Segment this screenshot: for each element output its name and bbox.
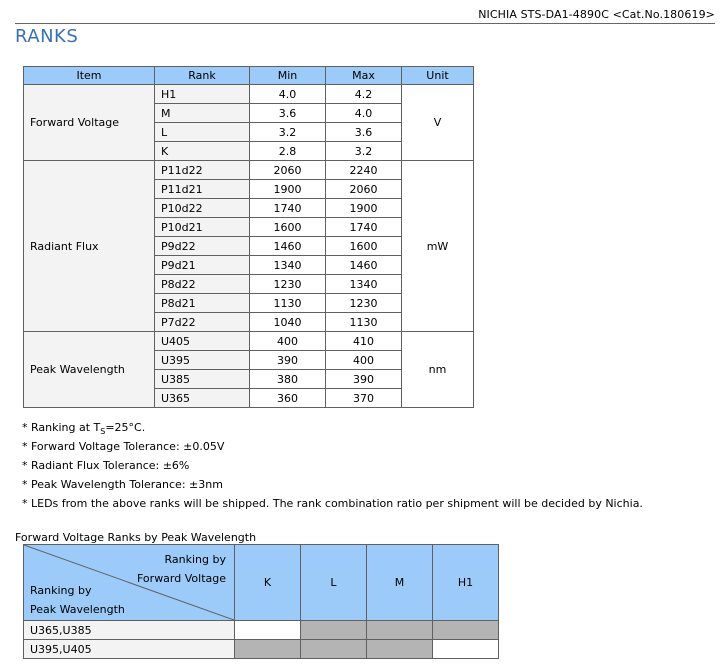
min-cell: 1460 [250, 237, 326, 256]
min-cell: 1740 [250, 199, 326, 218]
max-cell: 1130 [326, 313, 402, 332]
max-cell: 1340 [326, 275, 402, 294]
combo-header-row [24, 545, 499, 621]
ranks-table [23, 66, 474, 408]
item-cell: Forward Voltage [24, 85, 155, 161]
min-cell: 3.6 [250, 104, 326, 123]
combo-cell-unavailable [433, 621, 499, 640]
max-cell: 1230 [326, 294, 402, 313]
header-item: Item [24, 67, 155, 85]
max-cell: 1600 [326, 237, 402, 256]
rank-cell: P9d21 [155, 256, 250, 275]
unit-cell: V [402, 85, 474, 161]
max-cell: 1900 [326, 199, 402, 218]
rank-cell: H1 [155, 85, 250, 104]
min-cell: 1130 [250, 294, 326, 313]
max-cell: 3.2 [326, 142, 402, 161]
item-cell: Peak Wavelength [24, 332, 155, 408]
min-cell: 1600 [250, 218, 326, 237]
min-cell: 1900 [250, 180, 326, 199]
combo-cell-available [235, 621, 301, 640]
corner-label-forward-voltage [137, 550, 226, 588]
notes-list [22, 418, 643, 513]
combo-body [24, 621, 499, 659]
note-item: * Radiant Flux Tolerance: ±6% [22, 459, 190, 472]
unit-cell: mW [402, 161, 474, 332]
rank-cell: M [155, 104, 250, 123]
max-cell: 370 [326, 389, 402, 408]
note-item: * Forward Voltage Tolerance: ±0.05V [22, 440, 225, 453]
corner-bottom-line-2: Peak Wavelength [30, 603, 125, 616]
combo-table-caption: Forward Voltage Ranks by Peak Wavelength [15, 531, 257, 544]
ranks-body [24, 85, 474, 408]
item-cell: Radiant Flux [24, 161, 155, 332]
rank-cell: K [155, 142, 250, 161]
unit-cell: nm [402, 332, 474, 408]
note-ranking-suffix: =25°C. [105, 421, 146, 434]
note-item: * Peak Wavelength Tolerance: ±3nm [22, 478, 223, 491]
max-cell: 400 [326, 351, 402, 370]
combo-table [23, 544, 499, 659]
combo-col-l: L [301, 545, 367, 621]
table-row [24, 640, 499, 659]
header-unit: Unit [402, 67, 474, 85]
min-cell: 4.0 [250, 85, 326, 104]
combo-cell-unavailable [235, 640, 301, 659]
rank-cell: P7d22 [155, 313, 250, 332]
min-cell: 1040 [250, 313, 326, 332]
min-cell: 2.8 [250, 142, 326, 161]
rank-cell: P8d21 [155, 294, 250, 313]
header-divider [15, 23, 715, 24]
page-title: RANKS [15, 26, 79, 47]
min-cell: 380 [250, 370, 326, 389]
rank-cell: L [155, 123, 250, 142]
min-cell: 400 [250, 332, 326, 351]
combo-col-m: M [367, 545, 433, 621]
header-min: Min [250, 67, 326, 85]
table-row [24, 161, 474, 180]
table-row [24, 332, 474, 351]
max-cell: 4.0 [326, 104, 402, 123]
note-ranking-subscript: S [100, 427, 106, 437]
note-item: * LEDs from the above ranks will be shipped. The rank combination ratio per shipment will be decided by Nichia. [22, 497, 643, 510]
corner-bottom-line-1: Ranking by [30, 584, 92, 597]
max-cell: 4.2 [326, 85, 402, 104]
min-cell: 3.2 [250, 123, 326, 142]
rank-cell: P10d21 [155, 218, 250, 237]
combo-cell-unavailable [367, 621, 433, 640]
min-cell: 390 [250, 351, 326, 370]
combo-cell-unavailable [301, 621, 367, 640]
corner-top-line-1: Ranking by [164, 553, 226, 566]
combo-cell-unavailable [367, 640, 433, 659]
note-ranking-prefix: * Ranking at T [22, 421, 101, 434]
rank-cell: P11d21 [155, 180, 250, 199]
max-cell: 1740 [326, 218, 402, 237]
rank-cell: P10d22 [155, 199, 250, 218]
min-cell: 360 [250, 389, 326, 408]
rank-cell: P8d22 [155, 275, 250, 294]
rank-cell: U385 [155, 370, 250, 389]
rank-cell: U365 [155, 389, 250, 408]
min-cell: 2060 [250, 161, 326, 180]
header-rank: Rank [155, 67, 250, 85]
document-id: NICHIA STS-DA1-4890C <Cat.No.180619> [478, 8, 715, 21]
combo-col-k: K [235, 545, 301, 621]
header-max: Max [326, 67, 402, 85]
combo-col-h1: H1 [433, 545, 499, 621]
max-cell: 410 [326, 332, 402, 351]
rank-cell: P11d22 [155, 161, 250, 180]
rank-cell: P9d22 [155, 237, 250, 256]
table-row [24, 85, 474, 104]
combo-cell-unavailable [301, 640, 367, 659]
combo-row-label: U395,U405 [24, 640, 235, 659]
combo-corner-cell [24, 545, 235, 621]
corner-label-peak-wavelength [30, 581, 125, 619]
corner-top-line-2: Forward Voltage [137, 572, 226, 585]
note-ranking-temperature [22, 418, 643, 437]
max-cell: 1460 [326, 256, 402, 275]
rank-cell: U395 [155, 351, 250, 370]
table-row [24, 621, 499, 640]
rank-cell: U405 [155, 332, 250, 351]
max-cell: 2060 [326, 180, 402, 199]
min-cell: 1340 [250, 256, 326, 275]
min-cell: 1230 [250, 275, 326, 294]
combo-cell-available [433, 640, 499, 659]
max-cell: 3.6 [326, 123, 402, 142]
combo-row-label: U365,U385 [24, 621, 235, 640]
ranks-header-row [24, 67, 474, 85]
max-cell: 2240 [326, 161, 402, 180]
max-cell: 390 [326, 370, 402, 389]
